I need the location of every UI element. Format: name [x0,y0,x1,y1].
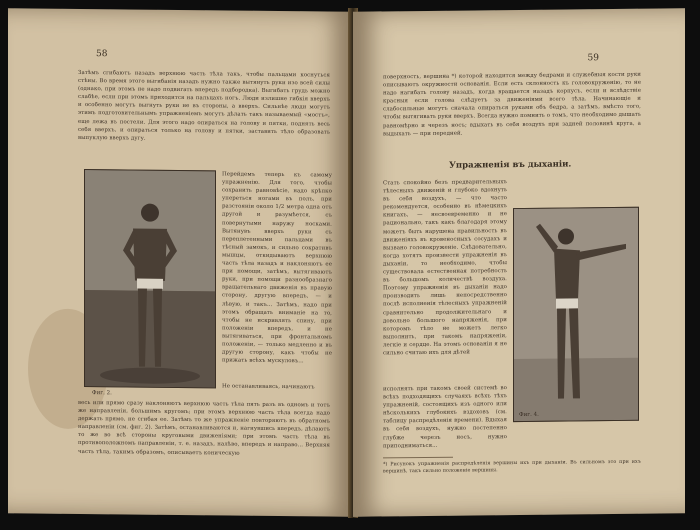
paragraph-bottom: весь или прямо сразу наклоняютъ верхнюю часть тѣла пять разъ въ одномъ и тотъ же направленіи, большимъ кругомъ; при этомъ верхнюю часть тѣла всегда надо держать прямо, не сгибая ее. Затѣмъ то же упражненіе повторяютъ въ обратномъ направленіи (см. фиг. 2). Затѣмъ, останавливаются и, нагнувшись впередъ, дѣлаютъ то же во всѣ стороны круговыми движеніями; при этомъ часть тѣла въ противоположномъ направленіи, т. е. назадъ, налѣво, впередъ и направо... Верхняя часть тѣла, такимъ образомъ, описываетъ коническую [78,399,330,457]
figure-photo [84,169,216,388]
paragraph-bottom: исполнять при такомъ своей системѣ во всѣхъ подходящихъ случаяхъ всѣхъ тѣхъ упражненій, состоящихъ изъ одного или нѣсколькихъ глубокихъ вздоховъ (см. таблицу распредѣленія времени). Вдыхая въ себя воздухъ, нужно постепенно глубже черезъ носъ, нужно приподниматься... [383,385,507,450]
footnote: *) Рисунокъ упражненія распредѣленія вершины ихъ при дыханіи. Въ сильномъ это при ихъ вершинѣ, такъ сильно положеніе вершины. [383,459,641,475]
footnote-rule [383,457,453,459]
right-page [353,8,685,516]
left-page [8,8,353,517]
man-breathing-illustration [514,208,638,421]
figure-photo [513,207,639,422]
paragraph-side: Перейдемъ теперь къ самому упражненію. Для того, чтобы сохранить равновѣсіе, надо крѣпко упереться ногами въ полъ, при разстояніи около 1/2 метра одна отъ другой и разумѣется, съ повернутыми наружу носками. Вытянувъ вверхъ руки съ переплетенными пальцами въ тѣсный замокъ, и сильно сокративъ мышцы, откидываютъ верхнюю часть тѣла назадъ и наклоняютъ ее при помощи, затѣмъ, вытягиваютъ руки, при помощи разнообразнаго вращательнаго движенія въ правую сторону, другую впередъ, — и лѣвую, и такъ... Затѣмъ, надо при этомъ обращать вниманіе на то, чтобы не искривлять спину, при положеніи впередъ, и не вытягиваться, при фронтальномъ положеніи, — только медленно и въ другую сторону, какъ чтобы не прижать всѣхъ мускуловъ... [222,171,332,365]
figure-caption: Фиг. 4. [519,411,539,418]
page-number: 59 [587,53,599,64]
paragraph-side-tail: Не останавливаясь, начинаютъ [222,383,315,391]
paragraph-top: Затѣмъ сгибаютъ назадъ верхнюю часть тѣла такъ, чтобы пальцами коснуться стѣны. Во время этого выгибанія назадъ нужно также вытянуть руки изо всей силы (однако, при этомъ не надо подвигать впередъ подбородка). Выгибать грудь можно слабѣе, если при этомъ приходится на пальцахъ ногъ. Люди излишне гибкія вверхъ и особенно могутъ выгнуть руки не въ стороны, а вверхъ. Сильнѣе люди могутъ этимъ подготовительнымъ упражненіемъ могутъ дѣлать такъ называемый «мостъ», еще лежа въ постели. Для этого надо опираться на голову и пятки, поднять весь себя вверхъ, и опираться только на голову и пятки, заставить тѣло образовать выпуклую вверхъ дугу. [78,69,330,142]
section-heading: Упражненія въ дыханіи. [449,159,572,171]
paragraph-side: Стать спокойно безъ предварительныхъ тѣлесныхъ движеній и глубоко вдохнуть въ себя воздухъ, — что часто рекомендуется, особенно въ нѣмецкихъ книгахъ, — несвоевременно и не рационально, такъ какъ благодаря этому можетъ быть нарушена правильность въ движеніяхъ въ кровеносныхъ сосудахъ и вызвано головокруженіе. Слѣдовательно, когда хотятъ произвести упражненія въ дыханіи, то необходимо, чтобы существовала естественная потребность въ большомъ количествѣ воздуха. Поэтому упражненія въ дыханіи надо производить лишь непосредственно послѣ исполненія тѣлесныхъ упражненій сравнительно продолжительнаго и довольно большого напряженія, при которомъ тѣло не можетъ легко выполнить, при такомъ напряженіи, легкіе и сердце. На этомъ основаніи я не сильно считаю ихъ для дѣтей [383,179,507,357]
man-standing-illustration [85,170,215,387]
page-number: 58 [96,49,108,60]
paragraph-top: поверхность, вершина *) которой находится между бедрами и служебныя кости руки описываютъ окружности основанія. Если есть склонность къ головокруженію, то не надо нагибать голову назадъ, когда вращается назадъ корпусъ, если и вслѣдствіе красныя если голова слѣдуетъ за движеніями всего тѣла. Начинающіе и слабосильные могутъ сначала опираться руками объ бедра, а затѣмъ, вмѣсто того, чтобы вытягивать руки вверхъ. Всегда нужно помнить о томъ, что необходимо дышать равномѣрно и черезъ носъ; вдыхать въ себя воздухъ при задней половинѣ круга, а выдыхать — при передней. [383,71,641,138]
figure-caption: Фиг. 2. [92,390,112,397]
